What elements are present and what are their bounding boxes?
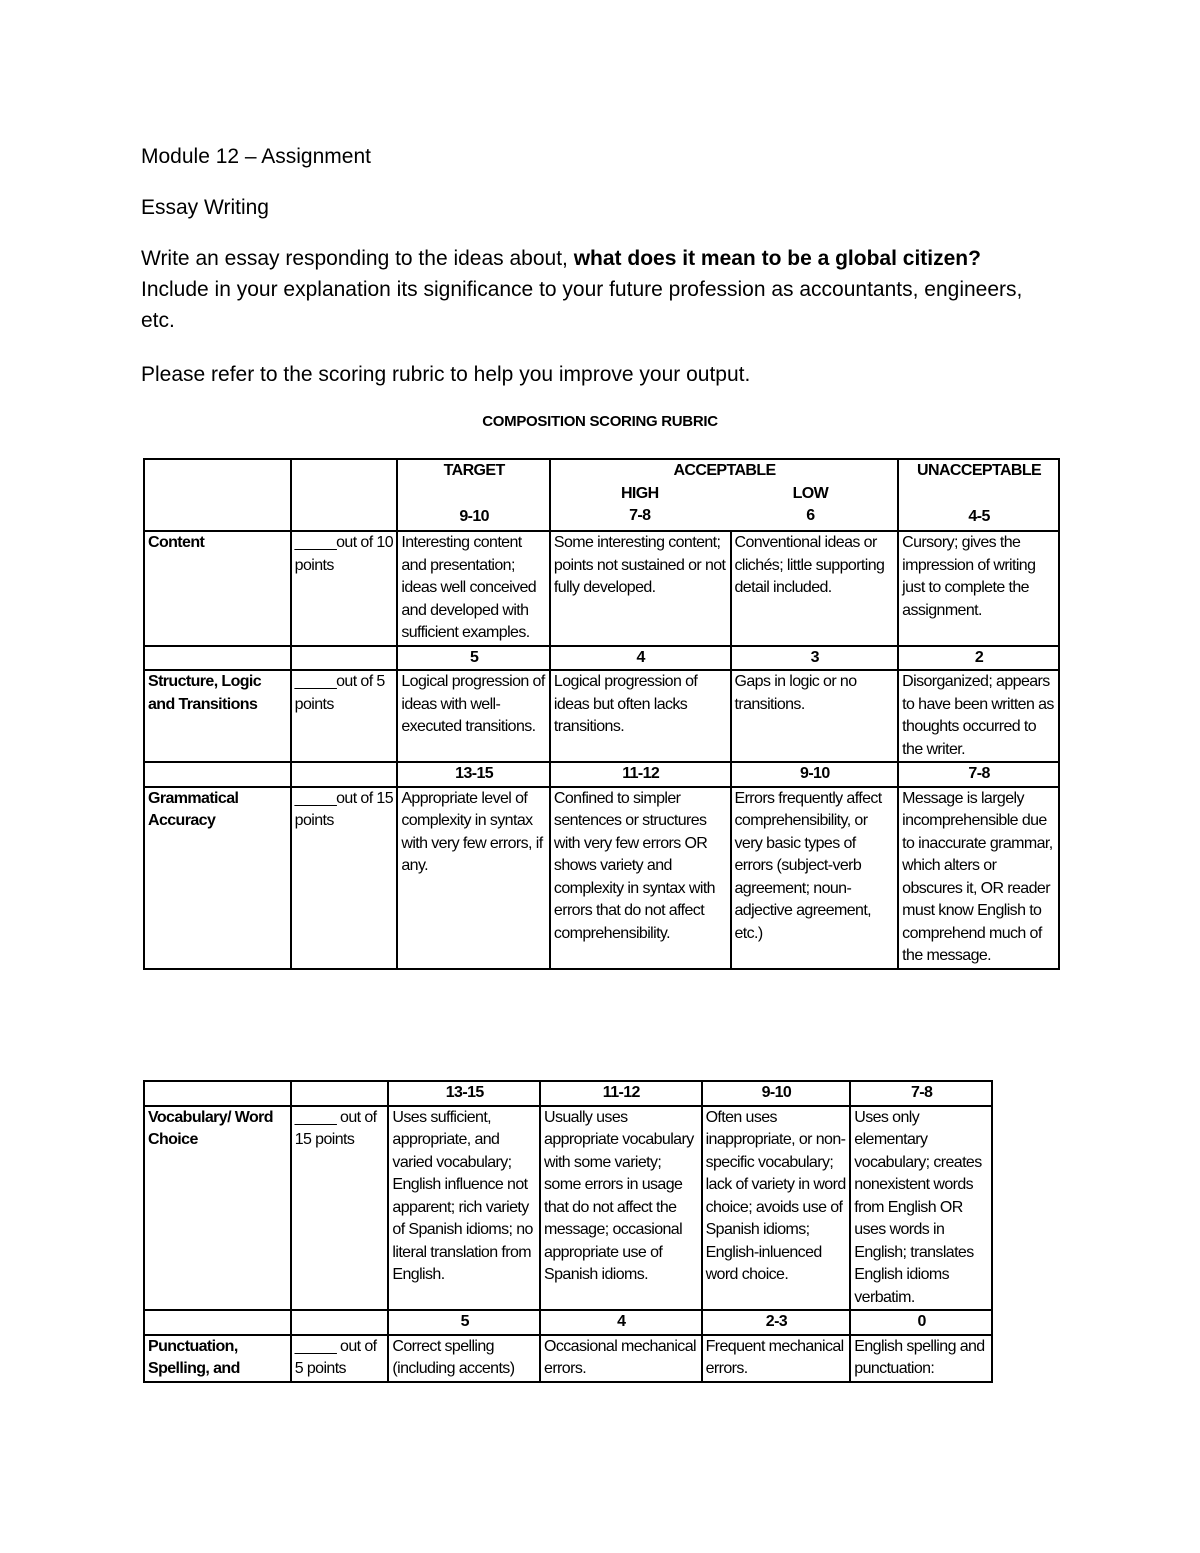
low-range: 6 [806, 507, 815, 524]
score-row [144, 1081, 992, 1106]
descriptor-col-2: Usually uses appropriate vocabulary with some variety; some errors in usage that do not affect the message; occasional appropriate use of Spanish idioms. [540, 1106, 702, 1311]
score-cell: 4 [540, 1310, 702, 1335]
descriptor-col-2: Occasional mechanical errors. [540, 1335, 702, 1382]
points-blank: _____out of 15 points [291, 787, 398, 969]
score-cell: 3 [731, 646, 899, 671]
score-row [144, 646, 1059, 671]
empty-cell [144, 646, 291, 671]
descriptor-high: Some interesting content; points not sustained or not fully developed. [550, 531, 731, 646]
empty-cell [291, 1081, 389, 1106]
score-cell: 5 [388, 1310, 540, 1335]
points-blank: _____ out of 5 points [291, 1335, 389, 1382]
punctuation-row [144, 1335, 992, 1382]
descriptor-unacceptable: Cursory; gives the impression of writing just to complete the assignment. [898, 531, 1059, 646]
acceptable-label: ACCEPTABLE [673, 462, 776, 479]
score-cell: 7-8 [850, 1081, 992, 1106]
empty-cell [291, 646, 398, 671]
descriptor-low: Gaps in logic or no transitions. [731, 670, 899, 762]
descriptor-low: Errors frequently affect comprehensibility, or very basic types of errors (subject-verb agreement; noun-adjective agreement, etc.) [731, 787, 899, 969]
descriptor-high: Confined to simpler sentences or structures with very few errors OR shows variety and complexity in syntax with errors that do not affect comprehensibility. [550, 787, 731, 969]
descriptor-col-3: Often uses inappropriate, or non-specific vocabulary; lack of variety in word choice; avoids use of Spanish idioms; English-inluenced word choice. [702, 1106, 851, 1311]
acceptable-header [550, 459, 898, 531]
score-cell: 13-15 [388, 1081, 540, 1106]
score-cell: 4 [550, 646, 731, 671]
descriptor-col-1: Correct spelling (including accents) [388, 1335, 540, 1382]
grammar-row [144, 787, 1059, 969]
unacceptable-header [898, 459, 1059, 531]
assignment-instruction [141, 243, 1041, 336]
page-title: Module 12 – Assignment [141, 145, 371, 168]
empty-cell [144, 1081, 291, 1106]
criterion-label: Punctuation, Spelling, and [144, 1335, 291, 1382]
score-row [144, 1310, 992, 1335]
instruction-text-pre: Write an essay responding to the ideas about, [141, 247, 574, 270]
descriptor-target: Interesting content and presentation; ideas well conceived and developed with sufficient examples. [397, 531, 550, 646]
vocabulary-row [144, 1106, 992, 1311]
page-subtitle: Essay Writing [141, 196, 269, 219]
score-cell: 9-10 [731, 762, 899, 787]
descriptor-col-4: English spelling and punctuation: [850, 1335, 992, 1382]
criterion-label: Content [144, 531, 291, 646]
criterion-label: Structure, Logic and Transitions [144, 670, 291, 762]
high-label: HIGH [620, 484, 659, 502]
high-range: 7-8 [629, 507, 651, 524]
descriptor-unacceptable: Disorganized; appears to have been written as thoughts occurred to the writer. [898, 670, 1059, 762]
empty-cell [144, 1310, 291, 1335]
criterion-label: Vocabulary/ Word Choice [144, 1106, 291, 1311]
points-blank: _____out of 10 points [291, 531, 398, 646]
empty-cell [144, 762, 291, 787]
unacceptable-label: UNACCEPTABLE [917, 462, 1042, 479]
empty-cell [291, 762, 398, 787]
content-row [144, 531, 1059, 646]
points-blank: _____ out of 15 points [291, 1106, 389, 1311]
descriptor-col-4: Uses only elementary vocabulary; creates nonexistent words from English OR uses words in English; translates English idioms verbatim. [850, 1106, 992, 1311]
rubric-heading: COMPOSITION SCORING RUBRIC [482, 413, 718, 430]
score-cell: 0 [850, 1310, 992, 1335]
low-label: LOW [792, 484, 829, 502]
descriptor-high: Logical progression of ideas but often lacks transitions. [550, 670, 731, 762]
criterion-label: Grammatical Accuracy [144, 787, 291, 969]
score-cell: 11-12 [540, 1081, 702, 1106]
target-range: 9-10 [459, 507, 489, 525]
score-cell: 5 [397, 646, 550, 671]
score-cell: 2-3 [702, 1310, 851, 1335]
target-header [397, 459, 550, 531]
empty-cell [144, 459, 291, 531]
score-cell: 2 [898, 646, 1059, 671]
descriptor-unacceptable: Message is largely incomprehensible due to inaccurate grammar, which alters or obscures it, OR reader must know English to comprehend much of the message. [898, 787, 1059, 969]
empty-cell [291, 459, 398, 531]
descriptor-col-3: Frequent mechanical errors. [702, 1335, 851, 1382]
score-cell: 9-10 [702, 1081, 851, 1106]
empty-cell [291, 1310, 389, 1335]
score-row [144, 762, 1059, 787]
target-label: TARGET [443, 462, 505, 479]
rubric-table-1 [143, 458, 1060, 970]
descriptor-col-1: Uses sufficient, appropriate, and varied vocabulary; English influence not apparent; rich variety of Spanish idioms; no literal translation from English. [388, 1106, 540, 1311]
structure-row [144, 670, 1059, 762]
descriptor-low: Conventional ideas or clichés; little supporting detail included. [731, 531, 899, 646]
score-cell: 11-12 [550, 762, 731, 787]
score-cell: 7-8 [898, 762, 1059, 787]
descriptor-target: Appropriate level of complexity in syntax with very few errors, if any. [397, 787, 550, 969]
rubric-reference-note: Please refer to the scoring rubric to help you improve your output. [141, 363, 751, 386]
instruction-text-post: Include in your explanation its significance to your future profession as accountants, engineers, etc. [141, 278, 1023, 332]
rubric-table-2 [143, 1080, 993, 1383]
descriptor-target: Logical progression of ideas with well-executed transitions. [397, 670, 550, 762]
instruction-question: what does it mean to be a global citizen? [573, 247, 981, 270]
points-blank: _____out of 5 points [291, 670, 398, 762]
score-cell: 13-15 [397, 762, 550, 787]
rubric-header-row [144, 459, 1059, 531]
unacceptable-range: 4-5 [968, 507, 990, 525]
